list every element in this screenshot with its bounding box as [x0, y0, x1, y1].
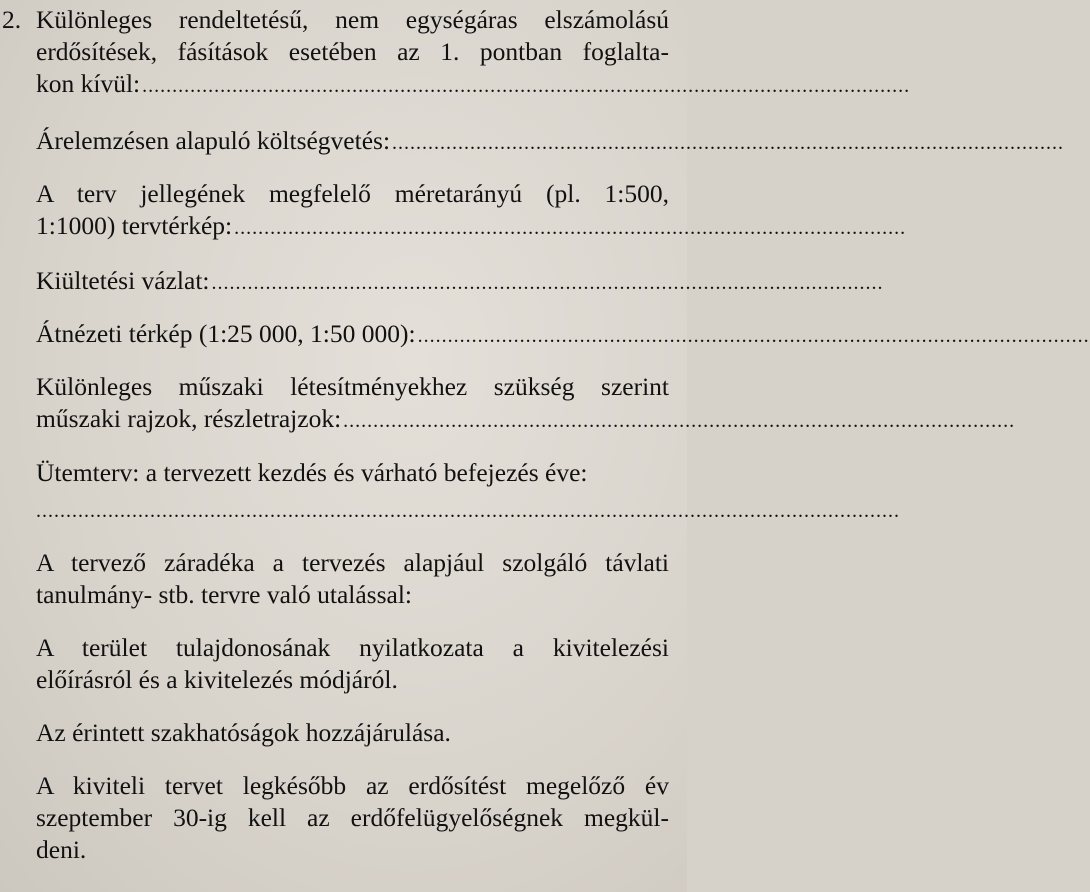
requirement-plan-map-line-2: 1:1000) tervtérkép: ................................................................................................................: [36, 211, 907, 240]
requirement-designer-clause-line-1: A tervező záradéka a tervezés alapjául szolgáló távlati: [36, 548, 669, 577]
intro-line-2: erdősítések, fásítások esetében az 1. pontban foglalta-: [36, 37, 669, 66]
requirement-technical-drawings-line-1: Különleges műszaki létesítményekhez szükség szerint: [36, 372, 669, 401]
requirement-authority-approval: Az érintett szakhatóságok hozzájárulása.: [36, 718, 451, 747]
intro-line-1: 2. Különleges rendeltetésű, nem egységáras elszámolású: [2, 5, 669, 34]
requirement-planting-sketch: Kiültetési vázlat: ................................................................................................................: [36, 266, 884, 295]
requirement-overview-map: Átnézeti térkép (1:25 000, 1:50 000): ................................................................................................................: [36, 319, 1090, 348]
requirement-owner-statement-line-2: előírásról és a kivitelezés módjáról.: [36, 665, 398, 694]
requirement-plan-map-line-1: A terv jellegének megfelelő méretarányú (pl. 1:500,: [36, 179, 669, 208]
requirement-technical-drawings-line-2: műszaki rajzok, részletrajzok: ................................................................................................................: [36, 404, 1016, 433]
deadline-line-3: deni.: [36, 835, 87, 864]
requirement-schedule: Ütemterv: a tervezett kezdés és várható befejezés éve:: [36, 458, 588, 487]
item-number: 2.: [2, 5, 22, 34]
schedule-fill-line: ................................................................................................................................................: [36, 500, 900, 522]
intro-line-3: kon kívül: ................................................................................................................................: [36, 69, 911, 98]
requirement-cost-estimate: Árelemzésen alapuló költségvetés: ................................................................................................................: [36, 126, 1065, 155]
requirement-designer-clause-line-2: tanulmány- stb. tervre való utalással:: [36, 580, 413, 609]
deadline-line-2: szeptember 30-ig kell az erdőfelügyelőségnek megkül-: [36, 803, 669, 832]
requirement-owner-statement-line-1: A terület tulajdonosának nyilatkozata a kivitelezési: [36, 633, 669, 662]
deadline-line-1: A kiviteli tervet legkésőbb az erdősítést megelőző év: [36, 771, 669, 800]
